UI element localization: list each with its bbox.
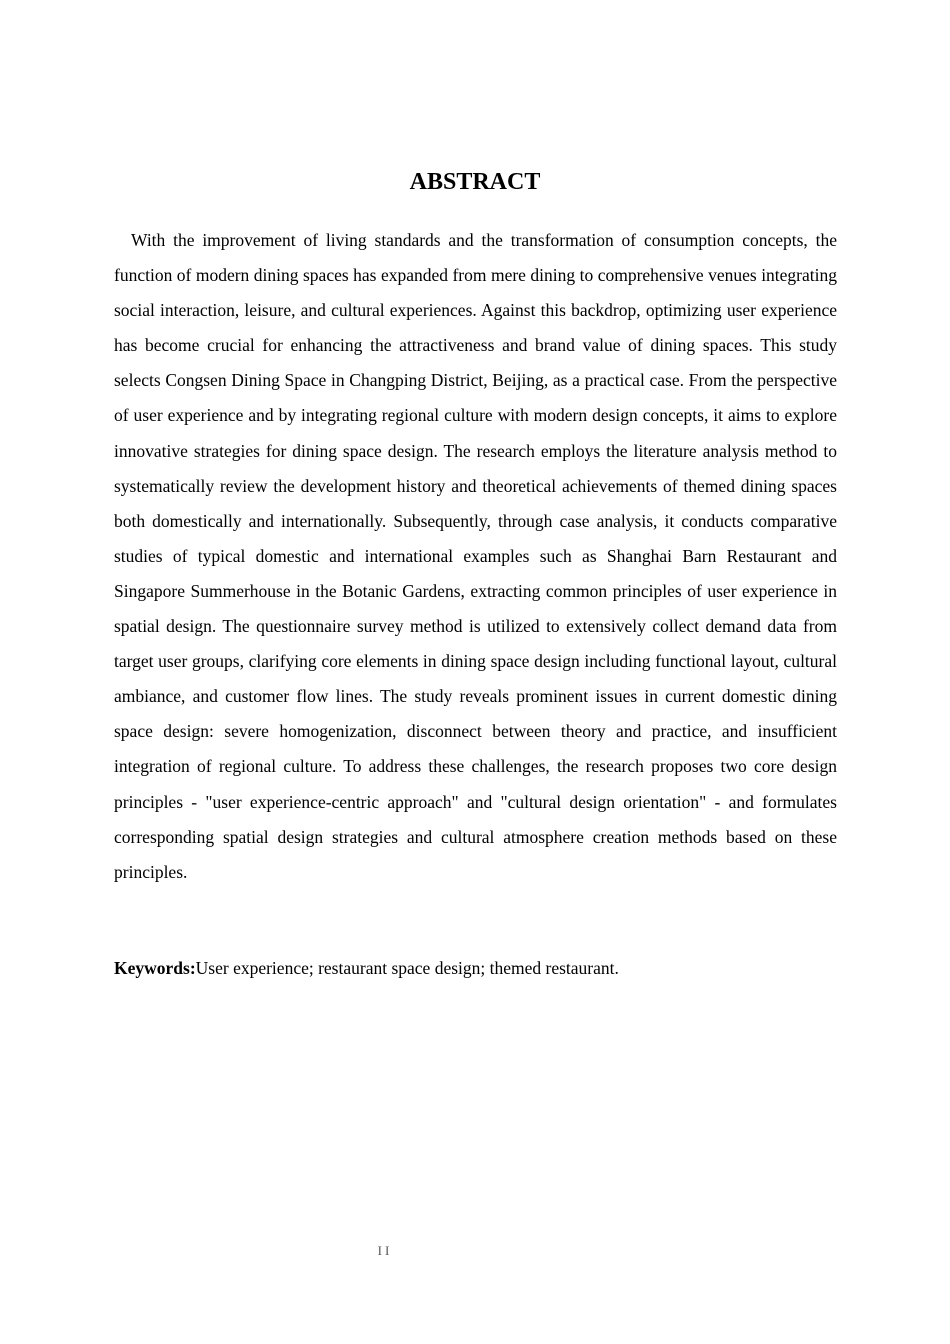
page-number: II: [377, 1243, 393, 1258]
keywords-line: [114, 953, 837, 983]
keywords-label: Keywords:: [114, 958, 196, 978]
abstract-title: ABSTRACT: [409, 169, 541, 195]
abstract-paragraph: With the improvement of living standards and the transformation of consumption concepts, the function of modern dining spaces has expanded from mere dining to comprehensive venues integrating social interaction, leisure, and cultural experiences. Against this backdrop, optimizing user experience has become crucial for enhancing the attractiveness and brand value of dining spaces. This study selects Congsen Dining Space in Changping District, Beijing, as a practical case. From the perspective of user experience and by integrating regional culture with modern design concepts, it aims to explore innovative strategies for dining space design. The research employs the literature analysis method to systematically review the development history and theoretical achievements of themed dining spaces both domestically and internationally. Subsequently, through case analysis, it conducts comparative studies of typical domestic and international examples such as Shanghai Barn Restaurant and Singapore Summerhouse in the Botanic Gardens, extracting common principles of user experience in spatial design. The questionnaire survey method is utilized to extensively collect demand data from target user groups, clarifying core elements in dining space design including functional layout, cultural ambiance, and customer flow lines. The study reveals prominent issues in current domestic dining space design: severe homogenization, disconnect between theory and practice, and insufficient integration of regional culture. To address these challenges, the research proposes two core design principles - "user experience-centric approach" and "cultural design orientation" - and formulates corresponding spatial design strategies and cultural atmosphere creation methods based on these principles.: [114, 230, 837, 882]
keywords-text: User experience; restaurant space design; themed restaurant.: [195, 958, 619, 978]
